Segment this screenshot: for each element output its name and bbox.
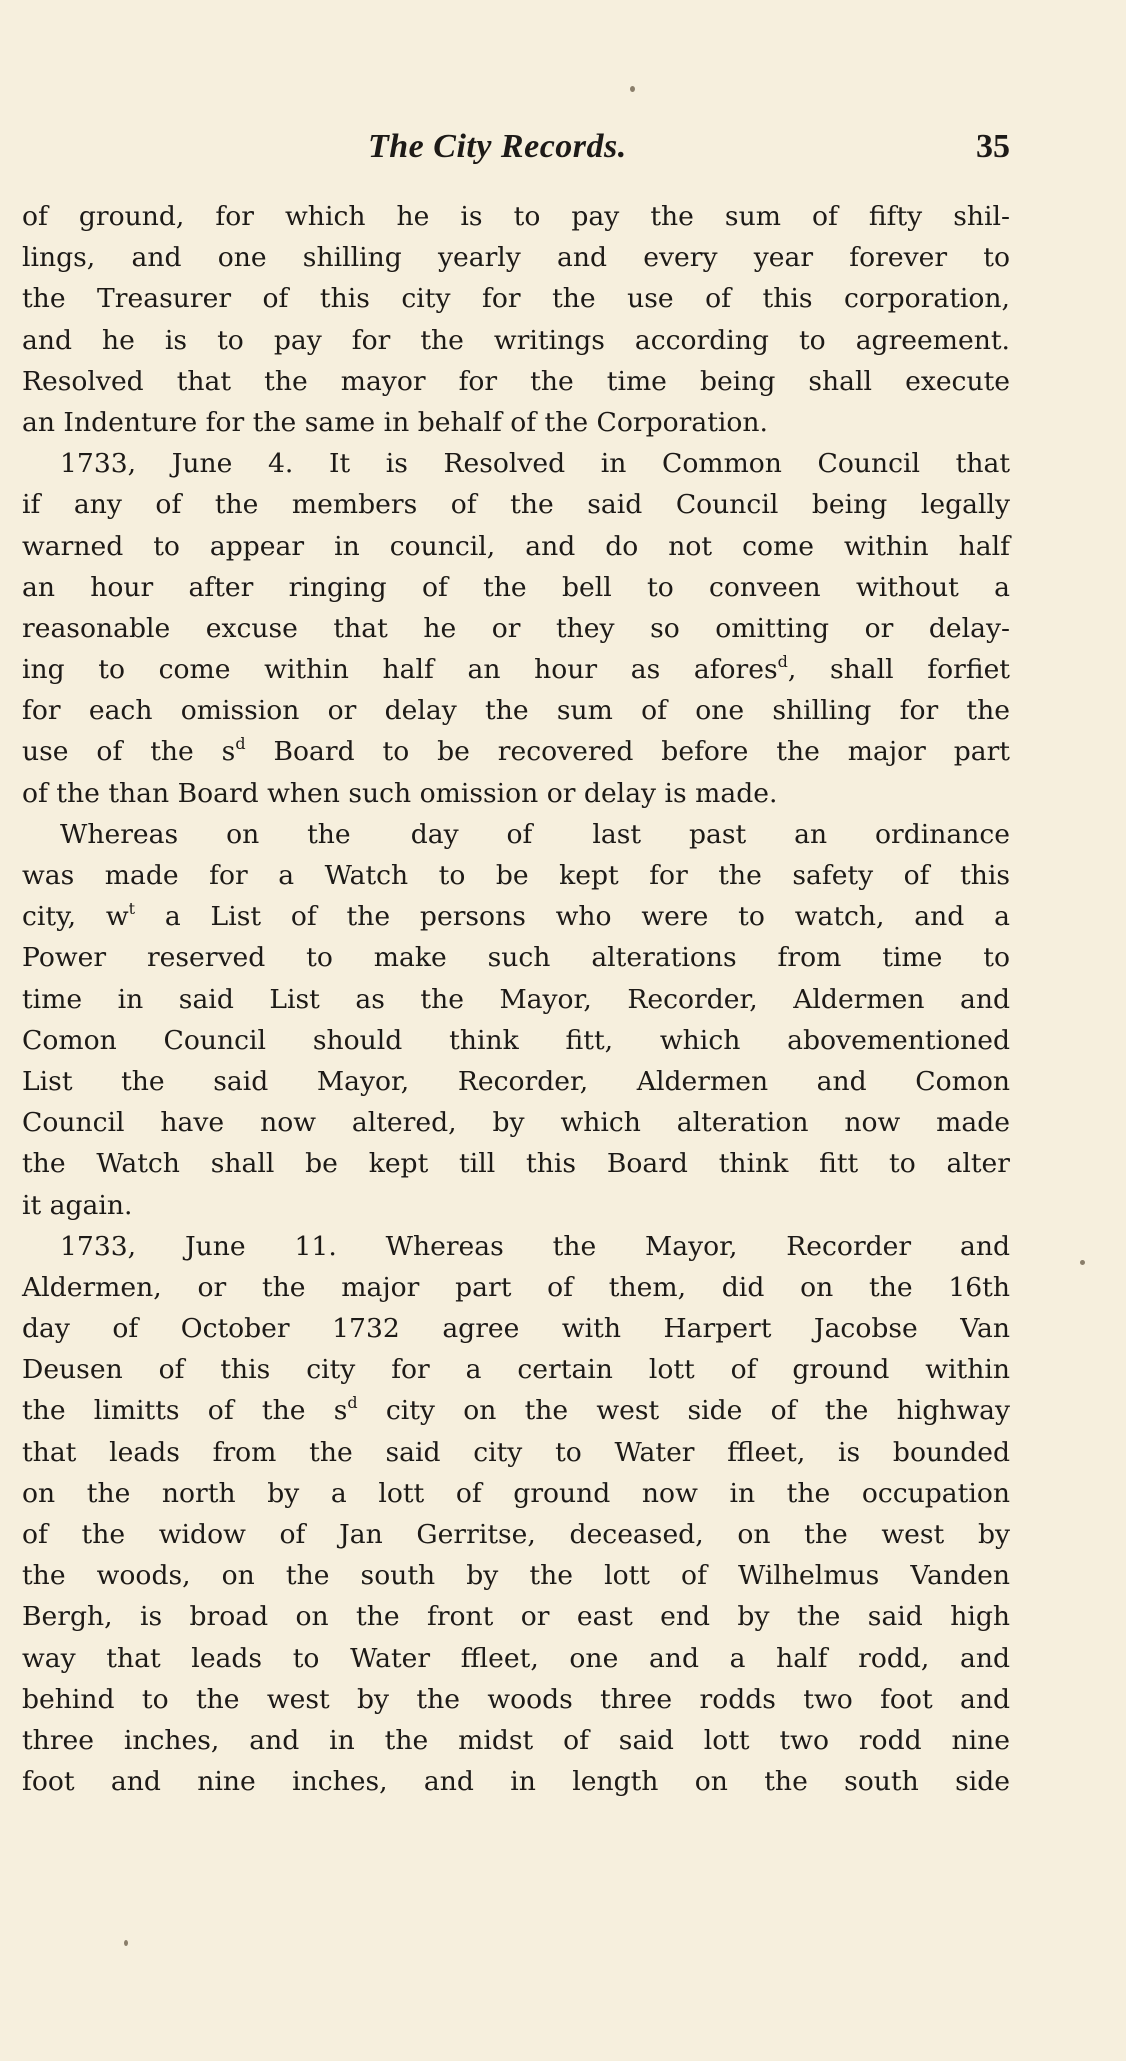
text-line: lings, and one shilling yearly and every year forever to (22, 242, 1010, 274)
text-line: Council have now altered, by which alteration now made (22, 1107, 1010, 1139)
text-fragment: ing to come within half an hour as afores (22, 654, 778, 686)
text-line: the Treasurer of this city for the use of this corporation, (22, 283, 1010, 315)
text-line (22, 1390, 1010, 1431)
text-fragment: city on the west side of the highway (357, 1395, 1010, 1427)
text-line: Comon Council should think fitt, which abovementioned (22, 1024, 1010, 1056)
text-fragment: the limitts of the s (22, 1395, 348, 1427)
page-header (22, 114, 1010, 174)
text-line: warned to appear in council, and do not come within half (22, 530, 1010, 562)
page-number: 35 (976, 128, 1010, 165)
superscript: d (777, 651, 788, 671)
text-line: of ground, for which he is to pay the sum of fifty shil- (22, 201, 1010, 232)
text-line: 1733, June 11. Whereas the Mayor, Recorder and (60, 1230, 1010, 1262)
text-line: the Watch shall be kept till this Board think fitt to alter (22, 1148, 1010, 1180)
text-fragment: Whereas on the (60, 818, 351, 850)
body-text (22, 196, 1010, 1802)
text-fragment: a List of the persons who were to watch, and a (135, 901, 1010, 933)
text-line: of the widow of Jan Gerritse, deceased, on the west by (22, 1519, 1010, 1550)
text-line: time in said List as the Mayor, Recorder, Aldermen and (22, 983, 1010, 1015)
text-line: List the said Mayor, Recorder, Aldermen and Comon (22, 1065, 1010, 1097)
superscript: t (128, 899, 136, 919)
text-line: three inches, and in the midst of said lott two rodd nine (22, 1724, 1010, 1756)
text-line: reasonable excuse that he or they so omitting or delay- (22, 612, 1010, 644)
text-line: the woods, on the south by the lott of Wilhelmus Vanden (22, 1560, 1010, 1592)
text-line (22, 896, 1010, 937)
text-line: and he is to pay for the writings according to agreement. (22, 324, 1010, 356)
text-fragment: last past an ordinance (592, 818, 1010, 850)
text-line: foot and nine inches, and in length on the south side (22, 1766, 1010, 1798)
paper-speck (124, 1940, 128, 1946)
text-line (22, 731, 1010, 772)
running-title: The City Records. (368, 128, 627, 165)
text-line: Aldermen, or the major part of them, did on the 16th (22, 1271, 1010, 1303)
text-line: day of October 1732 agree with Harpert Jacobse Van (22, 1313, 1010, 1345)
text-line: that leads from the said city to Water ffleet, is bounded (22, 1436, 1010, 1468)
text-line: was made for a Watch to be kept for the safety of this (22, 860, 1010, 891)
text-line: for each omission or delay the sum of one shilling for the (22, 695, 1010, 727)
text-line: it again. (22, 1189, 133, 1221)
paper-speck (1080, 1260, 1085, 1265)
text-line (22, 814, 1010, 855)
text-line: of the than Board when such omission or delay is made. (22, 777, 778, 809)
text-fragment: use of the s (22, 736, 236, 768)
text-line: Deusen of this city for a certain lott of ground within (22, 1354, 1010, 1386)
text-line: Bergh, is broad on the front or east end by the said high (22, 1601, 1010, 1633)
text-fragment: Board to be recovered before the major part (245, 736, 1010, 768)
text-line: behind to the west by the woods three rodds two foot and (22, 1683, 1010, 1715)
text-line (22, 649, 1010, 690)
text-line: on the north by a lott of ground now in the occupation (22, 1477, 1010, 1509)
text-line: way that leads to Water ffleet, one and a half rodd, and (22, 1642, 1010, 1674)
superscript: d (347, 1393, 358, 1413)
paper-speck (630, 86, 635, 92)
text-line: if any of the members of the said Council being legally (22, 489, 1010, 521)
text-fragment: , shall forfiet (787, 654, 1010, 686)
text-line: Power reserved to make such alterations from time to (22, 942, 1010, 974)
text-line: 1733, June 4. It is Resolved in Common Council that (60, 448, 1010, 480)
text-fragment: city, w (22, 901, 129, 933)
text-line: an Indenture for the same in behalf of the Corporation. (22, 406, 769, 438)
superscript: d (235, 734, 246, 754)
text-line: Resolved that the mayor for the time being shall execute (22, 365, 1010, 397)
text-line: an hour after ringing of the bell to conveen without a (22, 571, 1010, 603)
text-fragment: day of (410, 818, 533, 850)
